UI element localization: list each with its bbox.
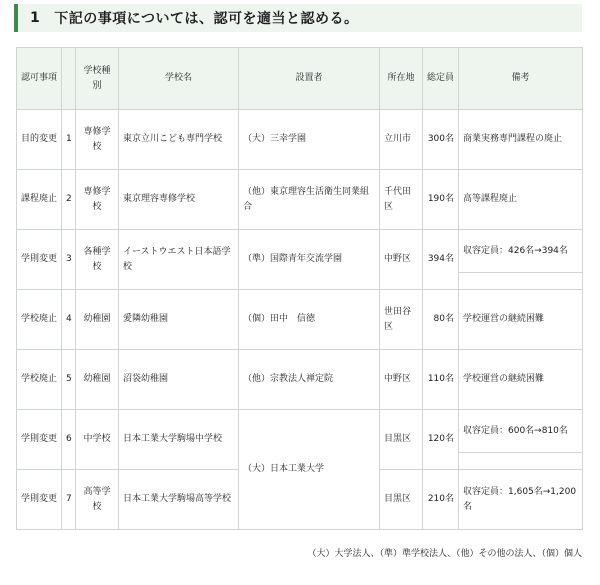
cell-school: イーストウエスト日本語学校 bbox=[119, 230, 239, 290]
cell-founder: （他）東京理容生活衛生同業組合 bbox=[239, 170, 380, 230]
cell-capacity: 190名 bbox=[423, 170, 459, 230]
cell-school: 日本工業大学駒場中学校 bbox=[119, 410, 239, 470]
col-header-founder: 設置者 bbox=[239, 48, 380, 110]
section-heading bbox=[14, 4, 582, 32]
cell-remarks: 収容定員：1,605名→1,200名 bbox=[459, 470, 583, 530]
remarks-empty bbox=[459, 453, 582, 469]
cell-remarks: 学校運営の継続困難 bbox=[459, 350, 583, 410]
cell-remarks bbox=[459, 410, 583, 470]
col-header-item: 認可事項 bbox=[17, 48, 62, 110]
table-row bbox=[17, 230, 583, 290]
cell-type: 専修学校 bbox=[76, 110, 119, 170]
col-header-school: 学校名 bbox=[119, 48, 239, 110]
remarks-text: 収容定員：600名→810名 bbox=[459, 410, 582, 453]
table-row bbox=[17, 110, 583, 170]
cell-location: 目黒区 bbox=[380, 470, 423, 530]
cell-founder-merged: （大）日本工業大学 bbox=[239, 410, 380, 530]
section-number: 1 bbox=[30, 10, 41, 26]
cell-location: 世田谷区 bbox=[380, 290, 423, 350]
approval-table bbox=[16, 47, 583, 530]
cell-type: 幼稚園 bbox=[76, 290, 119, 350]
cell-remarks: 高等課程廃止 bbox=[459, 170, 583, 230]
legend-footnote: （大）大学法人、（準）準学校法人、（他）その他の法人、（個）個人 bbox=[307, 549, 582, 559]
cell-no: 1 bbox=[62, 110, 76, 170]
cell-school: 東京理容専修学校 bbox=[119, 170, 239, 230]
cell-remarks bbox=[459, 230, 583, 290]
cell-item: 学校廃止 bbox=[17, 350, 62, 410]
cell-location: 中野区 bbox=[380, 230, 423, 290]
cell-capacity: 300名 bbox=[423, 110, 459, 170]
col-header-capacity: 総定員 bbox=[423, 48, 459, 110]
cell-school: 愛隣幼稚園 bbox=[119, 290, 239, 350]
cell-location: 千代田区 bbox=[380, 170, 423, 230]
section-title: 下記の事項については、認可を適当と認める。 bbox=[54, 11, 359, 27]
cell-location: 目黒区 bbox=[380, 410, 423, 470]
cell-capacity: 110名 bbox=[423, 350, 459, 410]
cell-school: 日本工業大学駒場高等学校 bbox=[119, 470, 239, 530]
cell-item: 学則変更 bbox=[17, 410, 62, 470]
cell-founder: （準）国際青年交流学園 bbox=[239, 230, 380, 290]
cell-founder: （個）田中 信徳 bbox=[239, 290, 380, 350]
cell-capacity: 394名 bbox=[423, 230, 459, 290]
remarks-empty bbox=[459, 273, 582, 289]
cell-founder: （大）三幸学園 bbox=[239, 110, 380, 170]
cell-location: 立川市 bbox=[380, 110, 423, 170]
cell-school: 沼袋幼稚園 bbox=[119, 350, 239, 410]
cell-school: 東京立川こども専門学校 bbox=[119, 110, 239, 170]
col-header-no bbox=[62, 48, 76, 110]
cell-location: 中野区 bbox=[380, 350, 423, 410]
cell-item: 課程廃止 bbox=[17, 170, 62, 230]
cell-type: 高等学校 bbox=[76, 470, 119, 530]
cell-type: 幼稚園 bbox=[76, 350, 119, 410]
cell-no: 2 bbox=[62, 170, 76, 230]
cell-no: 6 bbox=[62, 410, 76, 470]
cell-capacity: 210名 bbox=[423, 470, 459, 530]
col-header-location: 所在地 bbox=[380, 48, 423, 110]
cell-no: 4 bbox=[62, 290, 76, 350]
cell-item: 目的変更 bbox=[17, 110, 62, 170]
cell-no: 5 bbox=[62, 350, 76, 410]
cell-type: 専修学校 bbox=[76, 170, 119, 230]
table-row bbox=[17, 350, 583, 410]
cell-item: 学則変更 bbox=[17, 470, 62, 530]
cell-remarks: 商業実務専門課程の廃止 bbox=[459, 110, 583, 170]
remarks-text: 収容定員：426名→394名 bbox=[459, 230, 582, 273]
cell-capacity: 80名 bbox=[423, 290, 459, 350]
cell-founder: （他）宗教法人禅定院 bbox=[239, 350, 380, 410]
table-row bbox=[17, 410, 583, 470]
cell-remarks: 学校運営の継続困難 bbox=[459, 290, 583, 350]
col-header-type: 学校種別 bbox=[76, 48, 119, 110]
col-header-remarks: 備考 bbox=[459, 48, 583, 110]
cell-capacity: 120名 bbox=[423, 410, 459, 470]
table-header-row bbox=[17, 48, 583, 110]
cell-item: 学則変更 bbox=[17, 230, 62, 290]
cell-no: 3 bbox=[62, 230, 76, 290]
cell-item: 学校廃止 bbox=[17, 290, 62, 350]
cell-type: 各種学校 bbox=[76, 230, 119, 290]
table-row bbox=[17, 170, 583, 230]
table-row bbox=[17, 290, 583, 350]
cell-no: 7 bbox=[62, 470, 76, 530]
cell-type: 中学校 bbox=[76, 410, 119, 470]
